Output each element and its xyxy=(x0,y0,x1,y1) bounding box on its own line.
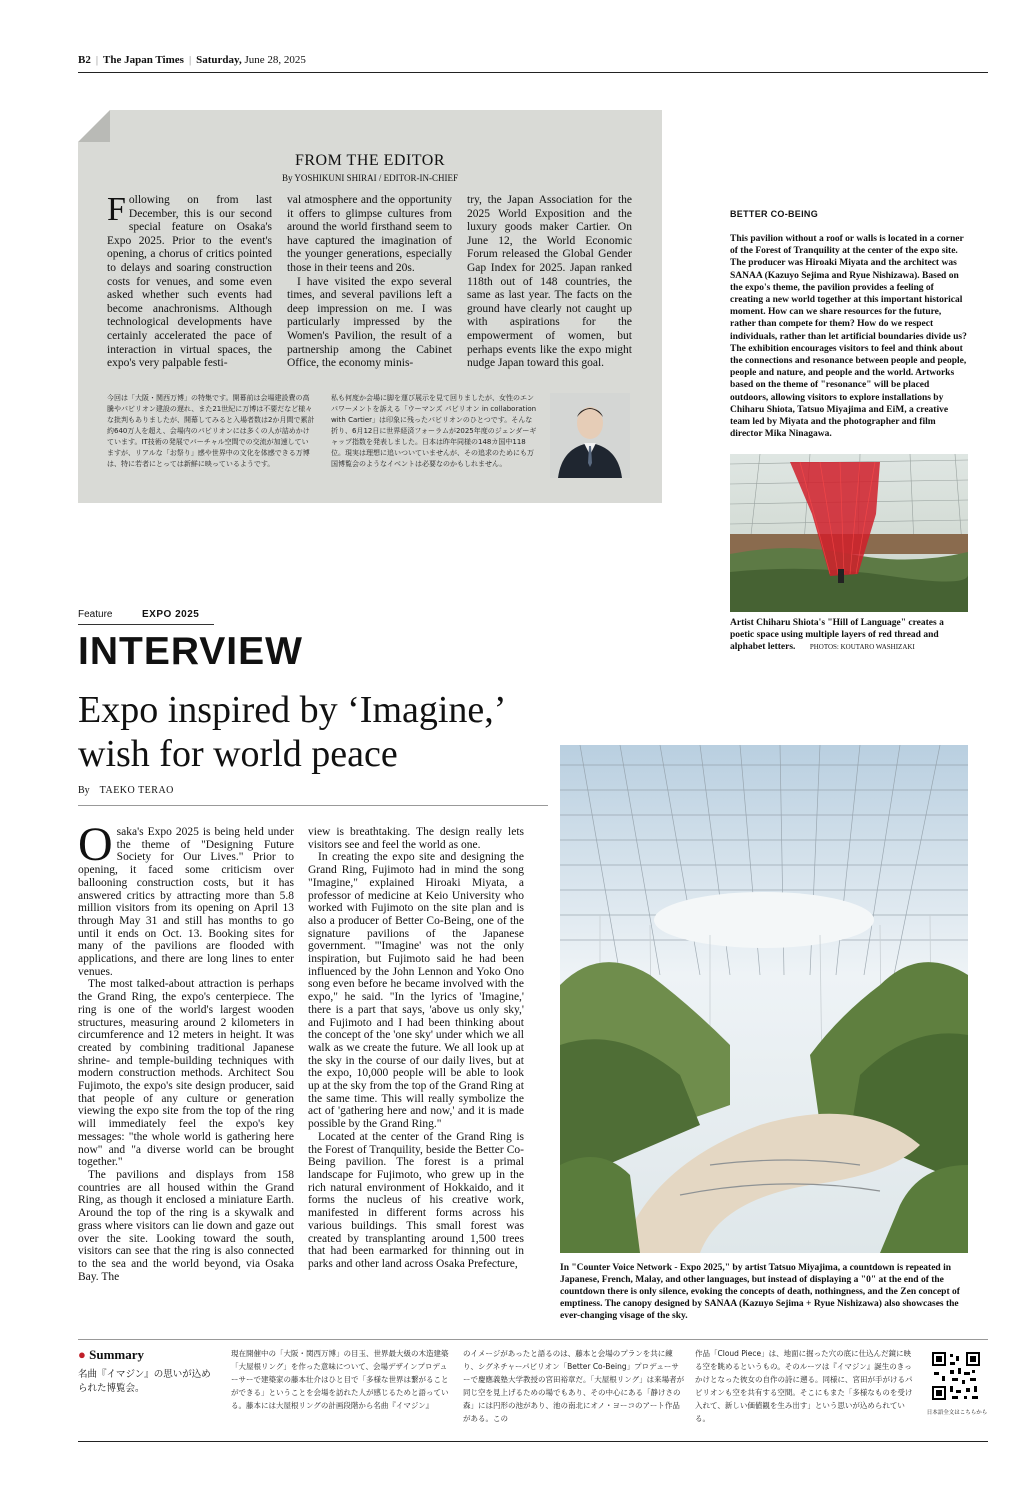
summary-jp-col-1: 現在開催中の「大阪・関西万博」の目玉、世界最大級の木造建築「大屋根リング」を作った意味について、会場デザインプロデューサーで建築家の藤本壮介はひと目で「多様な世界は繋がることができる」ということを会場を訪れた人が感じるためと語っている。藤本には大屋根リングの計画段階から名曲『イマジン』 xyxy=(231,1349,449,1410)
article-p3: The pavilions and displays from 158 countries are all housed within the Grand Ring, as though it enclosed a miniature Earth. Around the top of the ring is a skywalk and grass where visitors can lie down and gaze out over the site. Looking toward the south, visitors can see that the ring is also connected to the sea and the world beyond, via Osaka Bay. The xyxy=(78,1168,294,1283)
article-column-1 xyxy=(78,818,294,1283)
article-byline xyxy=(78,785,174,796)
editor-column-1 xyxy=(107,191,272,371)
section-label: EXPO 2025 xyxy=(142,609,200,620)
article-dropcap: O xyxy=(78,818,113,871)
kicker: INTERVIEW xyxy=(78,630,303,673)
article-p5: In creating the expo site and designing the Grand Ring, Fujimoto had in mind the song "Imagine," explained Hiroaki Miyata, a professor of medicine at Keio University who worked with Fujimoto on the site plan and is also a producer of Better Co-Being, one of the signature pavilions of the Japanese government. "'Imagine' was not the only inspiration, but Fujimoto said he had been influenced by the John Lennon and Yoko Ono song even before he became involved with the expo," he said. "In the lyrics of 'Imagine,' there is a part that says, 'above us only sky,' and Fujimoto and I had been thinking about the concept of the 'one sky' under which we all walk as we create the future. We all look up at the sky in the course of our daily lives, but at the expo, 10,000 people will be able to look up at the sky from the top of the Grand Ring at the same time. This will really symbolize the act of 'gathering here and now,' and it is made possible by the Grand Ring." xyxy=(308,851,524,1131)
editor-byline: By YOSHIKUNI SHIRAI / EDITOR-IN-CHIEF xyxy=(282,173,458,183)
article-column-2 xyxy=(308,826,524,1271)
summary-jp-col-2: のイメージがあったと語るのは、藤本と会場のプランを共に練り、シグネチャーパビリオン「Better Co-Being」プロデューサーで慶應義塾大学教授の宮田裕章だ。「大屋根リング」は来場者が同じ空を見上げるための場でもあり、その中心にある「静けさの森」には円形の池があり、池の南北にオノ・ヨーコのアート作品がある。この xyxy=(463,1349,685,1423)
photo-credit: PHOTOS: KOUTARO WASHIZAKI xyxy=(809,643,915,651)
red-thread-installation-photo xyxy=(730,454,968,612)
sidebar-caption-text: Artist Chiharu Shiota's "Hill of Language" creates a poetic space using multiple layers of red thread and alphabet letters. xyxy=(730,618,944,652)
byline-author: TAEKO TERAO xyxy=(99,785,174,796)
page-fold-corner xyxy=(78,110,110,142)
article-p2: The most talked-about attraction is perhaps the Grand Ring, the expo's centerpiece. The ring is one of the world's largest wooden structures, measuring around 2 kilometers in circumference and 12 meters in height. It was created by combining traditional Japanese shrine- and temple-building techniques with modern construction methods. Architect Sou Fujimoto, the expo's site design producer, said that people of any culture or generation viewing the expo site from the top of the ring will immediately feel the expo's key messages: "the whole world is gathering here now" and "a diverse world can be brought together." xyxy=(78,978,294,1169)
header-date: June 28, 2025 xyxy=(244,54,306,66)
summary-jp-col-3: 作品「Cloud Piece」は、地面に掘った穴の底に仕込んだ鏡に映る空を眺めるというもの。そのルーツは『イマジン』誕生のきっかけとなった彼女の自作の詩に遡る。同様に、宮田が手がけるパビリオンも空を共有する空間。そこにもまた「多様なものを受け入れて、新しい価値観を生み出す」という思いが込められている。 xyxy=(695,1349,913,1423)
summary-jp: 名曲『イマジン』の思いが込められた博覧会。 xyxy=(78,1369,211,1394)
feature-label-row xyxy=(78,609,199,620)
sidebar-heading: BETTER CO-BEING xyxy=(730,209,819,219)
page-number: B2 xyxy=(78,54,91,66)
qr-caption: 日本語全文はこちらから xyxy=(926,1410,988,1416)
header-rule xyxy=(78,72,988,73)
sidebar-photo-caption xyxy=(730,617,968,653)
summary-rule xyxy=(78,1339,988,1340)
footer-rule xyxy=(78,1441,988,1442)
editor-dropcap: F xyxy=(107,191,126,228)
feature-label: Feature xyxy=(78,609,113,620)
editor-jp-col-1: 今回は「大阪・関西万博」の特集です。開幕前は会場建設費の高騰やパビリオン建設の遅れ、また21世紀に万博は不要だなど様々な批判もありましたが、開幕してみると入場者数は2か月間で累計約640万人を超え、会場内のパビリオンには多くの人が詰めかけています。IT技術の発展でバーチャル空間での交流が加速していますが、リアルな「お祭り」感や世界中の文化を体感できる万博は、特に若者にとっては新鮮に映っているようです。 xyxy=(107,394,315,468)
article-p6: Located at the center of the Grand Ring is the Forest of Tranquility, beside the Better Co-Being pavilion. The forest is a primal landscape for Fujimoto, who grew up in the rich natural environment of Hokkaido, and it forms the nucleus of his creative work, manifested in different forms across his various buildings. This small forest was created by transplanting around 1,500 trees that had been earmarked for thinning out in parks and other land across Osaka Prefecture, xyxy=(308,1130,524,1270)
editor-column-3 xyxy=(467,194,632,371)
editor-col3-text: try, the Japan Association for the 2025 World Exposition and the luxury goods maker Cartier. On June 12, the World Economic Forum released the Global Gender Gap Index for 2025. Japan ranked 118th out of 148 countries, the same as last year. The facts on the ground have clearly not caught up with aspirations for the empowerment of women, but perhaps events like the expo might nudge Japan toward this goal. xyxy=(467,194,632,370)
article-p1: saka's Expo 2025 is being held under the theme of "Designing Future Society for Our Lives." Prior to opening, it faced some criticism over ballooning construction costs, but it has answered critics by attracting more than 5.8 million visitors from its opening on April 13 through May 31 and still has months to go until it ends on Oct. 13. Booking sites for many of the pavilions are flooded with applications, and there are long lines to enter venues. xyxy=(78,826,294,978)
qr-code-icon[interactable] xyxy=(930,1350,982,1402)
editor-col2-p1: val atmosphere and the opportunity it offers to glimpse cultures from around the world firsthand seem to have captured the imagination of the younger generations, especially those in their teens and 20s. xyxy=(287,194,452,274)
byline-rule xyxy=(78,805,548,806)
forest-canopy-photo xyxy=(560,745,968,1253)
editor-jp-col-2: 私も何度か会場に脚を運び展示を見て回りましたが、女性のエンパワーメントを訴える「ウーマンズ パビリオン in collaboration with Cartier」は印象に残ったパビリオンのひとつです。そんな折り、6月12日に世界経済フォーラムが2025年度のジェンダーギャップ指数を発表しました。日本は昨年同様の148カ国中118位。現実は理想に追いついていませんが、その追求のためにも万国博覧会のようなイベントは必要なのかもしれません。 xyxy=(331,394,537,468)
main-photo-caption: In "Counter Voice Network - Expo 2025," by artist Tatsuo Miyajima, a countdown is repeated in Japanese, French, Malay, and other languages, but instead of displaying a "0" at the end of the countdown there is only silence, evoking the concepts of death, nothingness, and the Zen concept of emptiness. The canopy designed by SANAA (Kazuyo Sejima + Ryue Nishizawa) also showcases the ever-changing visage of the sky. xyxy=(560,1263,960,1321)
editor-col2-p2: I have visited the expo several times, and several pavilions left a deep impression on me. I was particularly impressed by the Women's Pavilion, the result of a partnership among the Cabinet Office, the economy minis- xyxy=(287,275,452,370)
editor-portrait xyxy=(550,393,630,478)
editor-title: FROM THE EDITOR xyxy=(294,152,446,169)
header-day: Saturday, xyxy=(196,54,242,66)
page-header: B2 | The Japan Times | Saturday, June 28, 2025 xyxy=(78,54,306,66)
editor-column-2 xyxy=(287,194,452,371)
byline-by: By xyxy=(78,785,90,796)
paper-name: The Japan Times xyxy=(103,54,184,66)
summary-bullet-icon: ● xyxy=(78,1347,86,1362)
sidebar-text: This pavilion without a roof or walls is located in a corner of the Forest of Tranquility at the center of the expo site. The producer was Hiroaki Miyata and the architect was SANAA (Kazuyo Sejima and Ryue Nishizawa). Based on the expo's theme, the pavilion provides a feeling of creating a new world together at this important historical moment. How can we share resources for the future, rather than compete for them? How do we respect individuals, rather than let artificial boundaries divide us? The exhibition encourages visitors to feel and think about the connections and resonance between people and people, people and nature, and people and the world. Artworks based on the theme of "resonance" will be placed outdoors, allowing visitors to explore installations by Chiharu Shiota, Tatsuo Miyajima and EiM, a creative team led by Miyata and the photographer and film director Mika Ninagawa. xyxy=(730,234,967,440)
editor-col1-text: ollowing on from last December, this is our second special feature on Osaka's Expo 2025. Prior to the event's opening, a chorus of critics pointed to delays and soaring construction costs for venues, and some even asked whether such events had become anachronisms. Although technological developments have certainly accelerated the pace of interaction in virtual spaces, the expo's very palpable festi- xyxy=(107,194,272,370)
headline: Expo inspired by ‘Imagine,’ wish for world peace xyxy=(78,689,504,775)
summary-title: Summary xyxy=(89,1347,144,1362)
summary-heading xyxy=(78,1347,144,1363)
article-p4: view is breathtaking. The design really lets visitors see and feel the world as one. xyxy=(308,826,524,851)
feature-rule xyxy=(78,624,214,625)
